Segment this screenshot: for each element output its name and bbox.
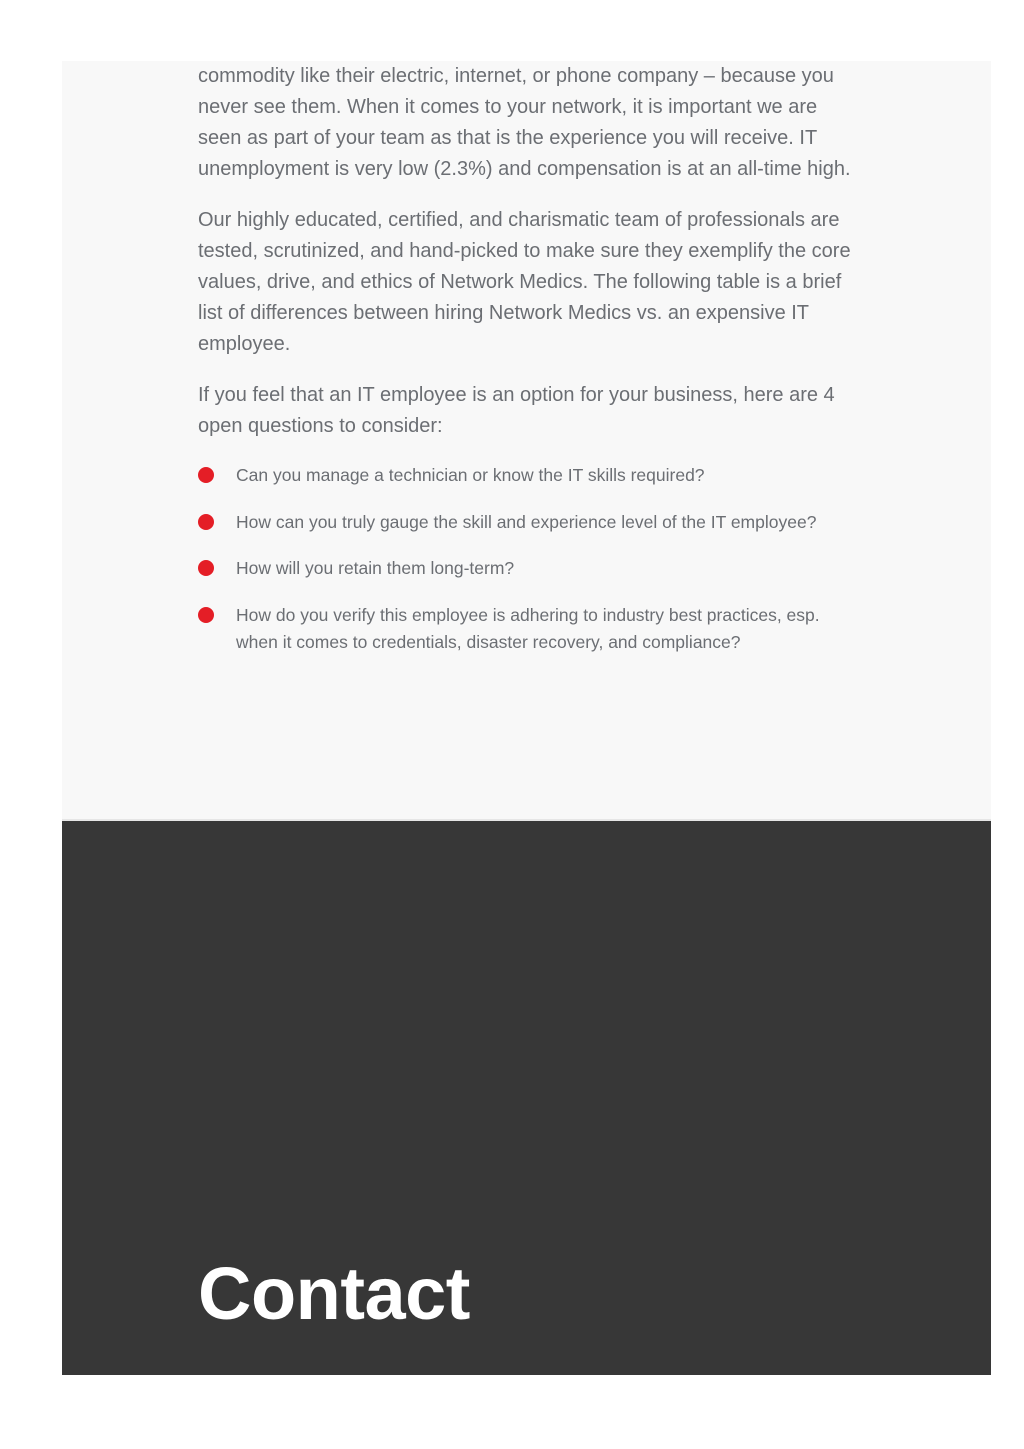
contact-heading: Contact — [198, 1252, 470, 1335]
list-item-text: How can you truly gauge the skill and experience level of the IT employee? — [236, 511, 817, 532]
list-item-text: How will you retain them long-term? — [236, 558, 515, 578]
list-item-text: How do you verify this employee is adhering to industry best practices, esp. when it comes to credentials, disaster recovery, and compliance? — [236, 604, 820, 652]
list-item — [198, 462, 864, 489]
list-item — [198, 555, 864, 582]
bullet-dot-icon — [198, 607, 214, 623]
article-paragraph: If you feel that an IT employee is an option for your business, here are 4 open questions to consider: — [198, 384, 835, 437]
bullet-dot-icon — [198, 560, 214, 576]
bullet-dot-icon — [198, 467, 214, 483]
questions-list — [198, 462, 864, 656]
bullet-dot-icon — [198, 514, 214, 530]
contact-section — [62, 821, 991, 1375]
article-body — [198, 61, 864, 675]
article-section — [62, 61, 991, 821]
list-item — [198, 602, 864, 656]
article-paragraph: Our highly educated, certified, and charismatic team of professionals are tested, scrutinized, and hand-picked to make sure they exemplify the core values, drive, and ethics of Network Medics. The following table is a brief list of differences between hiring Network Medics vs. an expensive IT employee. — [198, 209, 851, 355]
list-item — [198, 509, 864, 536]
list-item-text: Can you manage a technician or know the IT skills required? — [236, 465, 705, 485]
article-paragraph: commodity like their electric, internet, or phone company – because you never see them. When it comes to your network, it is important we are seen as part of your team as that is the experience you will receive. IT unemployment is very low (2.3%) and compensation is at an all-time high. — [198, 65, 851, 180]
